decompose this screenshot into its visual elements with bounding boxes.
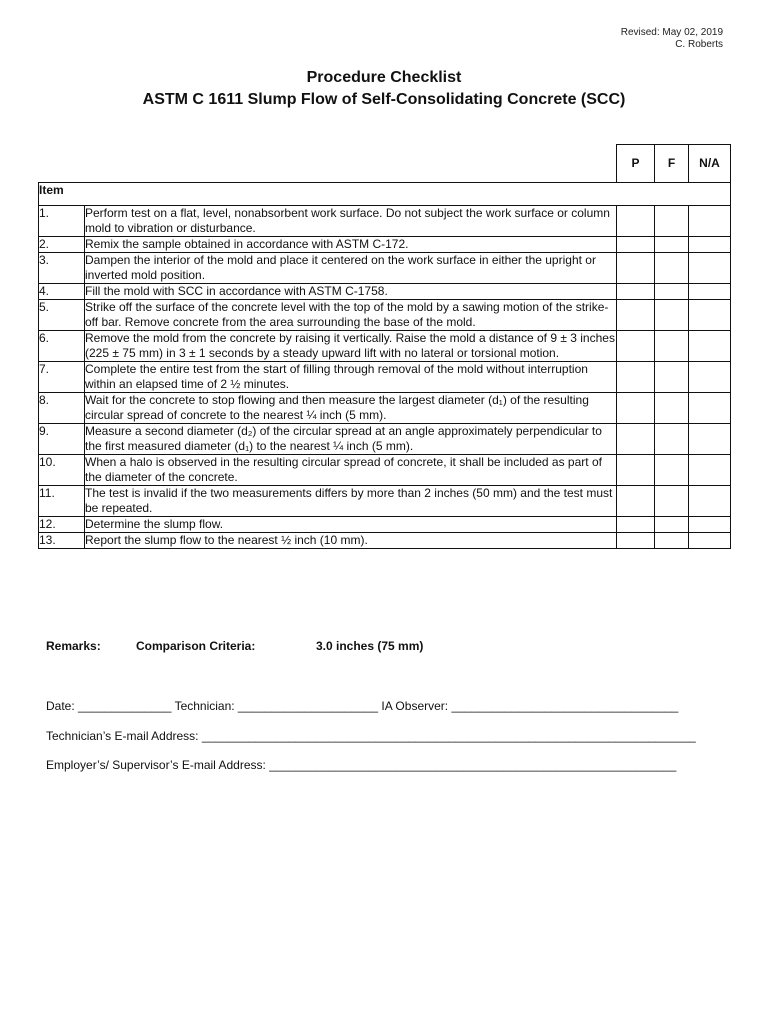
document-title: [0, 67, 768, 111]
na-checkbox-cell[interactable]: [689, 253, 731, 284]
pass-checkbox-cell[interactable]: [617, 237, 655, 253]
row-number: 3.: [39, 253, 85, 284]
pass-checkbox-cell[interactable]: [617, 393, 655, 424]
fail-checkbox-cell[interactable]: [655, 362, 689, 393]
fail-checkbox-cell[interactable]: [655, 300, 689, 331]
pass-checkbox-cell[interactable]: [617, 300, 655, 331]
row-instruction: Perform test on a flat, level, nonabsorbent work surface. Do not subject the work surface or column mold to vibration or disturbance.: [85, 206, 617, 237]
row-instruction: Remove the mold from the concrete by raising it vertically. Raise the mold a distance of 9 ± 3 inches (225 ± 75 mm) in 3 ± 1 seconds by a steady upward lift with no lateral or torsional motion.: [85, 331, 615, 360]
pass-checkbox-cell[interactable]: [617, 253, 655, 284]
criteria-value: 3.0 inches (75 mm): [316, 639, 424, 653]
row-instruction: Determine the slump flow.: [85, 517, 617, 533]
item-header-row: [39, 183, 731, 206]
revision-author: C. Roberts: [675, 39, 723, 50]
row-number: 5.: [39, 300, 85, 331]
fail-checkbox-cell[interactable]: [655, 424, 689, 455]
checklist-row: [39, 455, 731, 486]
row-instruction: The test is invalid if the two measurements differs by more than 2 inches (50 mm) and the test must be repeated.: [85, 486, 617, 517]
checklist-row: [39, 284, 731, 300]
row-number: 7.: [39, 362, 85, 393]
date-technician-observer-line[interactable]: Date: ______________ Technician: _____________________ IA Observer: __________________________________: [46, 699, 679, 713]
na-checkbox-cell[interactable]: [689, 300, 731, 331]
checklist-row: [39, 393, 731, 424]
row-number: 9.: [39, 424, 85, 455]
pass-checkbox-cell[interactable]: [617, 362, 655, 393]
row-instruction: Dampen the interior of the mold and place it centered on the work surface in either the upright or inverted mold position.: [85, 253, 617, 284]
column-header-pass: P: [617, 145, 655, 183]
row-number: 1.: [39, 206, 85, 237]
revision-block: [621, 27, 723, 51]
fail-checkbox-cell[interactable]: [655, 253, 689, 284]
pass-checkbox-cell[interactable]: [617, 533, 655, 549]
pass-checkbox-cell[interactable]: [617, 486, 655, 517]
row-number: 4.: [39, 284, 85, 300]
na-checkbox-cell[interactable]: [689, 486, 731, 517]
revision-date: Revised: May 02, 2019: [620, 27, 723, 38]
row-number: 10.: [39, 455, 85, 486]
checklist-row: [39, 300, 731, 331]
na-checkbox-cell[interactable]: [689, 237, 731, 253]
checklist-row: [39, 533, 731, 549]
fail-checkbox-cell[interactable]: [655, 237, 689, 253]
pass-checkbox-cell[interactable]: [617, 331, 655, 362]
na-checkbox-cell[interactable]: [689, 331, 731, 362]
row-instruction: Complete the entire test from the start of filling through removal of the mold without interruption within an elapsed time of 2 ½ minutes.: [85, 362, 617, 393]
pass-checkbox-cell[interactable]: [617, 424, 655, 455]
checklist-row: [39, 424, 731, 455]
na-checkbox-cell[interactable]: [689, 455, 731, 486]
row-instruction: Measure a second diameter (d₂) of the circular spread at an angle approximately perpendicular to the first measured diameter (d₁) to the nearest ¼ inch (5 mm).: [85, 424, 617, 455]
pass-checkbox-cell[interactable]: [617, 517, 655, 533]
row-instruction: Report the slump flow to the nearest ½ inch (10 mm).: [85, 533, 617, 549]
header-row: [39, 145, 731, 183]
checklist-row: [39, 331, 731, 362]
checklist-row: [39, 517, 731, 533]
row-instruction: Remix the sample obtained in accordance with ASTM C-172.: [85, 237, 617, 253]
fail-checkbox-cell[interactable]: [655, 206, 689, 237]
technician-email-line[interactable]: Technician’s E-mail Address: __________________________________________________________________________: [46, 729, 696, 743]
column-header-fail: F: [655, 145, 689, 183]
checklist-row: [39, 253, 731, 284]
pass-checkbox-cell[interactable]: [617, 206, 655, 237]
item-header: Item: [39, 183, 731, 206]
pass-checkbox-cell[interactable]: [617, 284, 655, 300]
checklist-row: [39, 486, 731, 517]
criteria-label: Comparison Criteria:: [136, 639, 256, 653]
na-checkbox-cell[interactable]: [689, 362, 731, 393]
fail-checkbox-cell[interactable]: [655, 284, 689, 300]
row-number: 6.: [39, 331, 85, 362]
fail-checkbox-cell[interactable]: [655, 533, 689, 549]
fail-checkbox-cell[interactable]: [655, 331, 689, 362]
title-line-2: ASTM C 1611 Slump Flow of Self-Consolidating Concrete (SCC): [142, 91, 626, 108]
checklist-table: [38, 144, 731, 549]
row-instruction: Strike off the surface of the concrete level with the top of the mold by a sawing motion of the strike-off bar. Remove concrete from the area surrounding the base of the mold.: [85, 300, 617, 331]
fail-checkbox-cell[interactable]: [655, 486, 689, 517]
column-header-na: N/A: [689, 145, 731, 183]
fail-checkbox-cell[interactable]: [655, 517, 689, 533]
employer-email-line[interactable]: Employer’s/ Supervisor’s E-mail Address: _____________________________________________________________: [46, 758, 677, 772]
row-number: 11.: [39, 486, 85, 517]
row-instruction: When a halo is observed in the resulting circular spread of concrete, it shall be included as part of the diameter of the concrete.: [85, 455, 617, 486]
na-checkbox-cell[interactable]: [689, 284, 731, 300]
fail-checkbox-cell[interactable]: [655, 393, 689, 424]
na-checkbox-cell[interactable]: [689, 533, 731, 549]
checklist-row: [39, 237, 731, 253]
na-checkbox-cell[interactable]: [689, 517, 731, 533]
title-line-1: Procedure Checklist: [306, 69, 462, 86]
checklist-row: [39, 206, 731, 237]
na-checkbox-cell[interactable]: [689, 393, 731, 424]
checklist-row: [39, 362, 731, 393]
row-number: 2.: [39, 237, 85, 253]
pass-checkbox-cell[interactable]: [617, 455, 655, 486]
row-number: 8.: [39, 393, 85, 424]
remarks-label: Remarks:: [46, 639, 101, 653]
row-number: 13.: [39, 533, 85, 549]
na-checkbox-cell[interactable]: [689, 206, 731, 237]
row-instruction: Fill the mold with SCC in accordance with ASTM C-1758.: [85, 284, 617, 300]
row-number: 12.: [39, 517, 85, 533]
header-blank: [39, 145, 617, 183]
na-checkbox-cell[interactable]: [689, 424, 731, 455]
row-instruction: Wait for the concrete to stop flowing and then measure the largest diameter (d₁) of the resulting circular spread of concrete to the nearest ¼ inch (5 mm).: [85, 393, 617, 424]
fail-checkbox-cell[interactable]: [655, 455, 689, 486]
